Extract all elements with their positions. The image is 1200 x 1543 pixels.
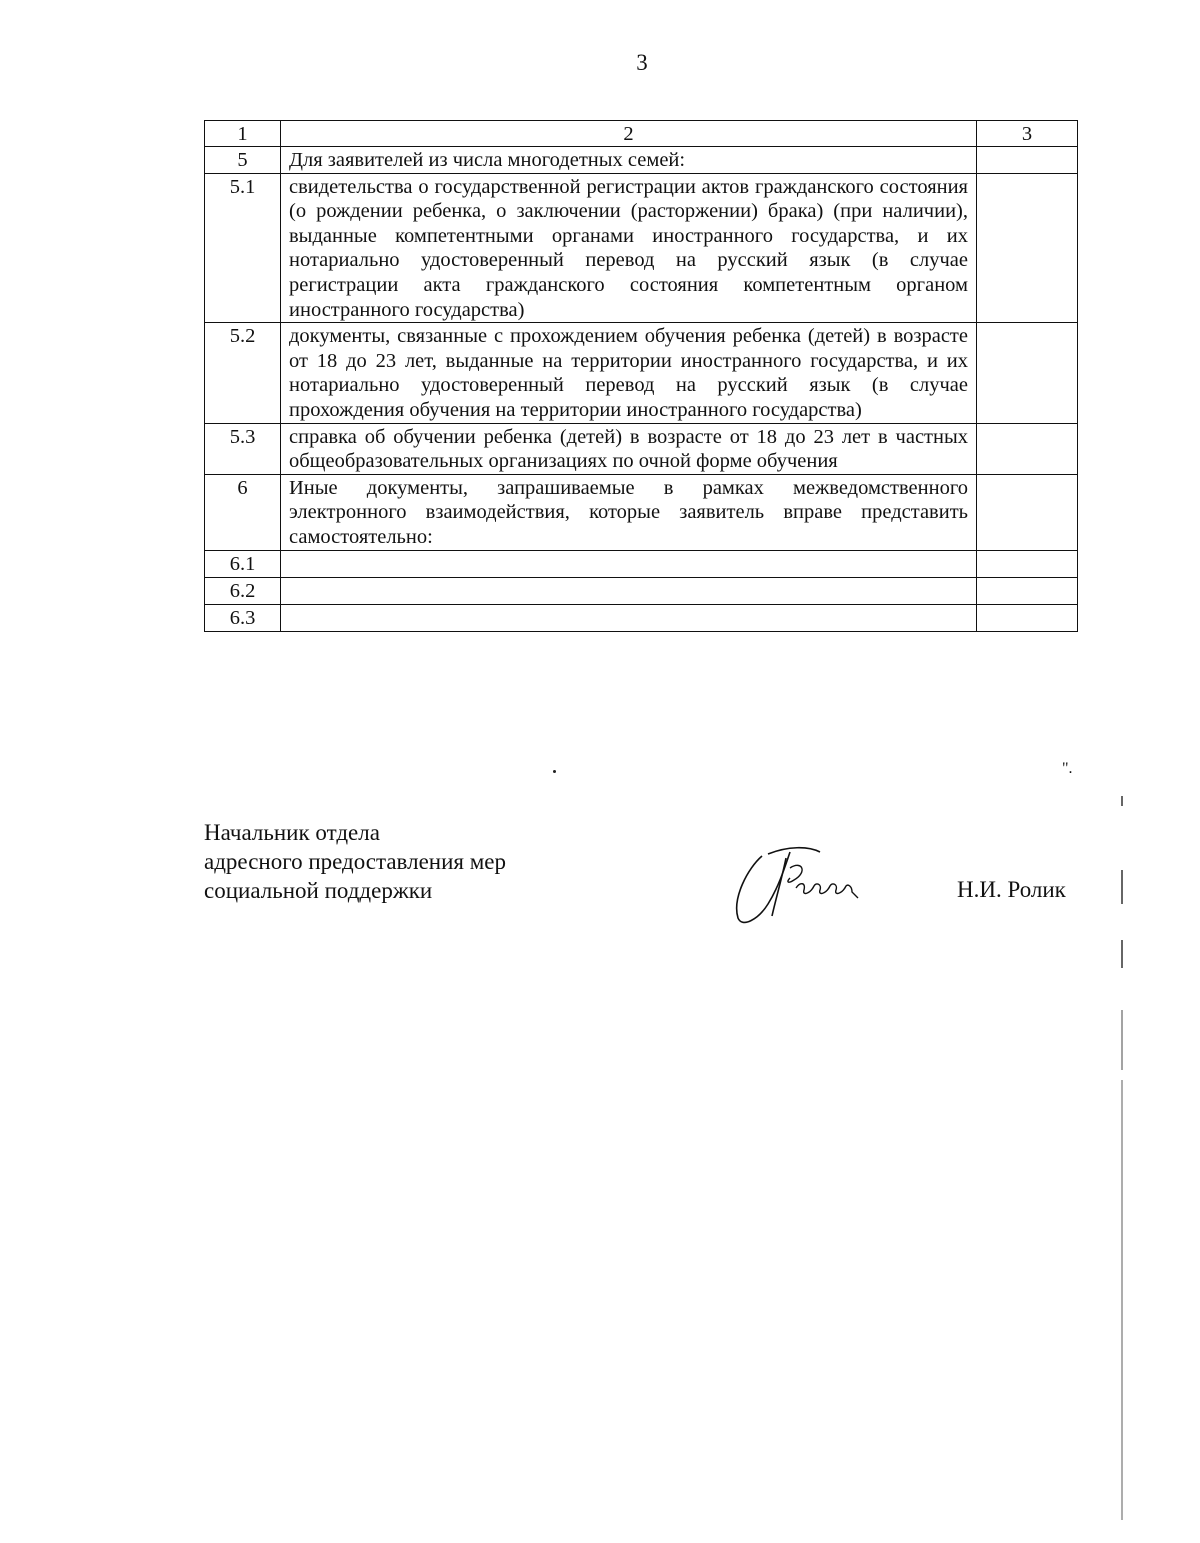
scan-edge-mark — [1121, 1080, 1123, 1520]
row-number: 5.3 — [205, 423, 281, 474]
row-note — [977, 604, 1078, 631]
scan-edge-mark — [1121, 940, 1123, 968]
row-number: 6 — [205, 474, 281, 550]
signatory-title-line: адресного предоставления мер — [204, 849, 507, 874]
signatory-name: Н.И. Ролик — [957, 877, 1066, 902]
row-number: 5.1 — [205, 173, 281, 323]
row-text — [281, 604, 977, 631]
row-text: документы, связанные с прохождением обучения ребенка (детей) в возрасте от 18 до 23 лет, выданные на территории иностранного государства, и их нотариально удостоверенный перевод на русский язык (в случае прохождения обучения на территории иностранного государства) — [281, 323, 977, 423]
signatory-title-line: социальной поддержки — [204, 878, 433, 903]
row-note — [977, 474, 1078, 550]
header-cell-1: 1 — [205, 121, 281, 147]
scan-speck — [553, 770, 556, 773]
row-number: 5 — [205, 147, 281, 174]
closing-quote-mark: ". — [1062, 760, 1073, 777]
scan-edge-mark — [1121, 796, 1123, 806]
row-note — [977, 323, 1078, 423]
signatory-title — [204, 818, 506, 905]
row-text: свидетельства о государственной регистрации актов гражданского состояния (о рождении ребенка, о заключении (расторжении) брака) (при наличии), выданные компетентными органами иностранного государства, и их нотариально удостоверенный перевод на русский язык (в случае регистрации акта гражданского состояния компетентным органом иностранного государства) — [281, 173, 977, 323]
row-text — [281, 577, 977, 604]
header-cell-2: 2 — [281, 121, 977, 147]
table-row — [205, 147, 1078, 174]
handwritten-signature — [728, 838, 888, 933]
table-row — [205, 173, 1078, 323]
table-row — [205, 604, 1078, 631]
row-note — [977, 173, 1078, 323]
row-text: Иные документы, запрашиваемые в рамках межведомственного электронного взаимодействия, которые заявитель вправе представить самостоятельно: — [281, 474, 977, 550]
header-cell-3: 3 — [977, 121, 1078, 147]
table-row — [205, 474, 1078, 550]
table-row — [205, 323, 1078, 423]
scan-edge-mark — [1121, 870, 1123, 904]
documents-table — [204, 120, 1078, 632]
row-number: 6.2 — [205, 577, 281, 604]
row-text: справка об обучении ребенка (детей) в возрасте от 18 до 23 лет в частных общеобразовательных организациях по очной форме обучения — [281, 423, 977, 474]
signatory-title-line: Начальник отдела — [204, 820, 380, 845]
row-note — [977, 423, 1078, 474]
row-number: 5.2 — [205, 323, 281, 423]
table-row — [205, 550, 1078, 577]
scan-edge-mark — [1121, 1010, 1123, 1070]
table-row — [205, 577, 1078, 604]
table-header-row — [205, 121, 1078, 147]
page-number: 3 — [636, 50, 648, 75]
row-text: Для заявителей из числа многодетных семей: — [281, 147, 977, 174]
row-number: 6.3 — [205, 604, 281, 631]
row-text — [281, 550, 977, 577]
row-note — [977, 550, 1078, 577]
row-note — [977, 577, 1078, 604]
row-note — [977, 147, 1078, 174]
row-number: 6.1 — [205, 550, 281, 577]
table-row — [205, 423, 1078, 474]
